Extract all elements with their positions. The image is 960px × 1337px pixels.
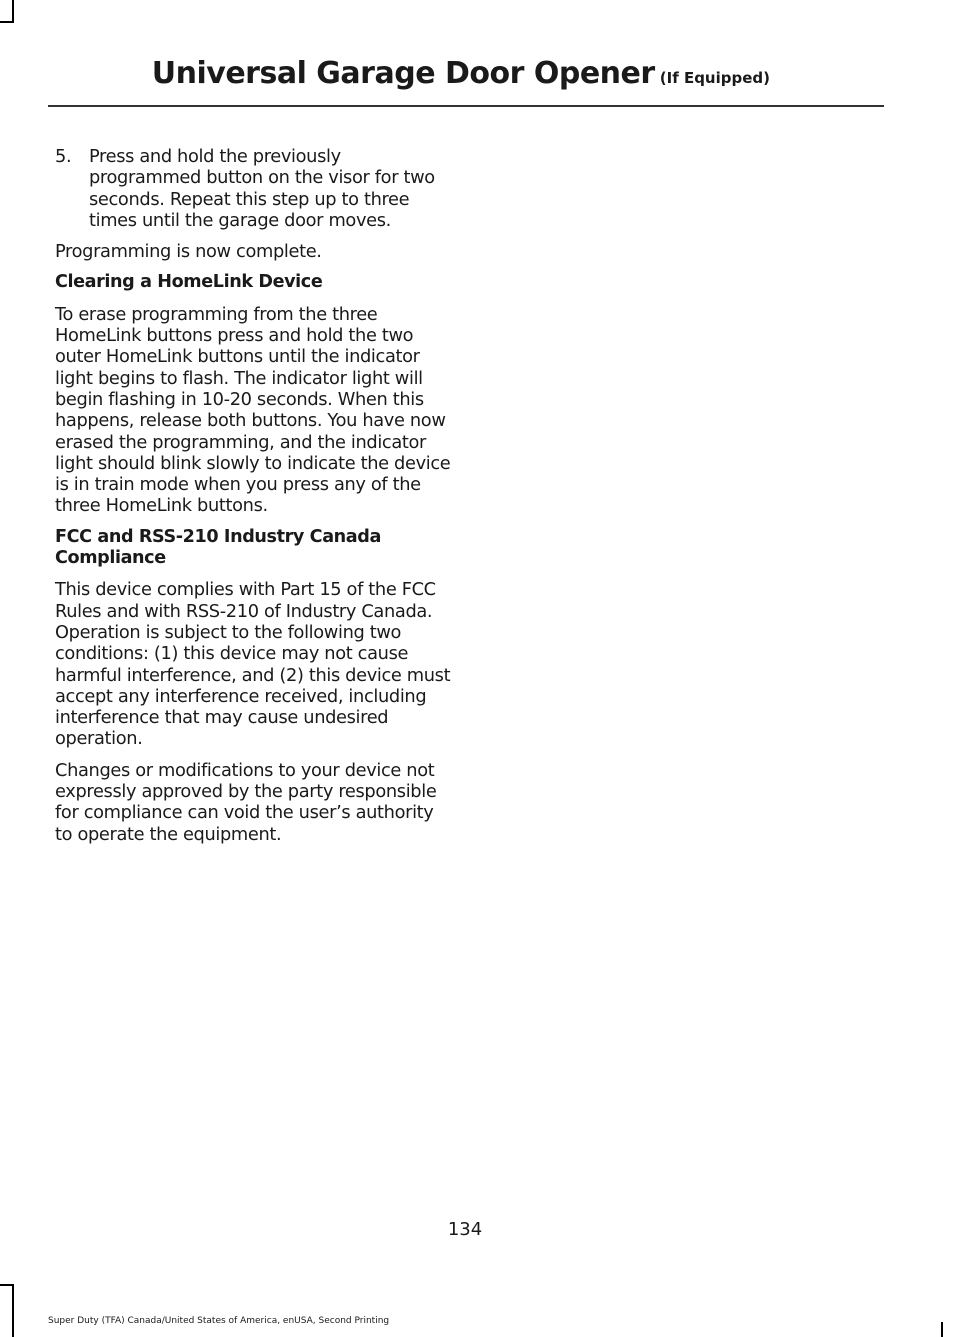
step-item (55, 146, 453, 231)
main-column (55, 146, 453, 855)
clearing-paragraph: To erase programming from the three HomeLink buttons press and hold the two outer HomeLink buttons until the indicator light begins to flash. The indicator light will begin flashing in 10-20 seconds. When this happens, release both buttons. You have now erased the programming, and the indicator light should blink slowly to indicate the device is in train mode when you press any of the three HomeLink buttons. (55, 303, 451, 517)
crop-mark (0, 1284, 14, 1286)
modifications-paragraph: Changes or modifications to your device not expressly approved by the party responsible for compliance can void the user’s authority to operate the equipment. (55, 759, 437, 845)
completion-text: Programming is now complete. (55, 241, 322, 263)
section-title: Universal Garage Door Opener (151, 56, 655, 91)
clearing-heading: Clearing a HomeLink Device (55, 272, 323, 293)
step-number: 5. (55, 146, 72, 167)
compliance-paragraph: This device complies with Part 15 of the FCC Rules and with RSS-210 of Industry Canada. Operation is subject to the following two conditions: (1) this device may not cause harmful interference, and (2) this device must accept any interference received, including interference that may cause undesired operation. (55, 579, 451, 750)
section-subtitle: (If Equipped) (659, 69, 770, 87)
page-header (0, 56, 770, 91)
page-number: 134 (447, 1219, 483, 1240)
header-divider (48, 105, 884, 107)
footer-text: Super Duty (TFA) Canada/United States of America, enUSA, Second Printing (48, 1316, 390, 1326)
crop-mark (12, 1284, 14, 1337)
crop-mark (12, 0, 14, 22)
crop-mark (941, 1322, 943, 1337)
step-text: Press and hold the previously programmed button on the visor for two seconds. Repeat this step up to three times until the garage door moves. (89, 146, 435, 231)
compliance-heading: FCC and RSS-210 Industry Canada Compliance (55, 526, 381, 569)
crop-mark (0, 21, 14, 23)
